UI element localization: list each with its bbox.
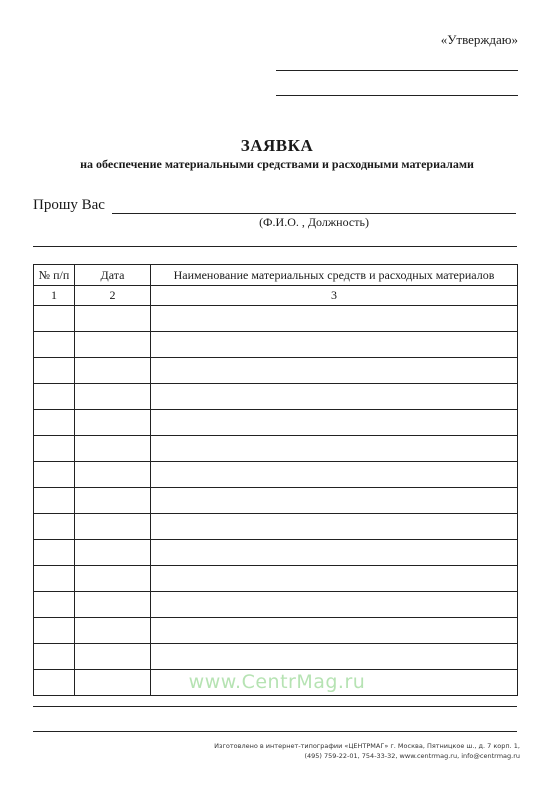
table-cell[interactable]	[34, 488, 75, 514]
approval-name-line	[276, 95, 518, 96]
table-cell[interactable]	[34, 592, 75, 618]
table-cell[interactable]	[34, 410, 75, 436]
table-cell[interactable]	[75, 306, 151, 332]
request-table	[33, 264, 518, 696]
column-number-2: 2	[75, 286, 151, 306]
approval-label: «Утверждаю»	[440, 32, 518, 47]
table-cell[interactable]	[151, 618, 518, 644]
table-cell[interactable]	[75, 618, 151, 644]
table-row[interactable]	[34, 410, 518, 436]
table-cell[interactable]	[75, 566, 151, 592]
table-row[interactable]	[34, 618, 518, 644]
table-row[interactable]	[34, 644, 518, 670]
table-cell[interactable]	[151, 436, 518, 462]
table-cell[interactable]	[151, 566, 518, 592]
table-cell[interactable]	[75, 514, 151, 540]
table-row[interactable]	[34, 384, 518, 410]
table-cell[interactable]	[75, 488, 151, 514]
footer-line-2: (495) 759-22-01, 754-33-32, www.centrmag.ru, info@centrmag.ru	[304, 752, 520, 760]
table-row[interactable]	[34, 358, 518, 384]
bottom-line-2	[33, 731, 517, 732]
table-cell[interactable]	[34, 436, 75, 462]
table-row[interactable]	[34, 566, 518, 592]
bottom-line-1	[33, 706, 517, 707]
table-cell[interactable]	[34, 514, 75, 540]
table-cell[interactable]	[151, 644, 518, 670]
table-cell[interactable]	[151, 540, 518, 566]
table-cell[interactable]	[34, 358, 75, 384]
table-cell[interactable]	[34, 644, 75, 670]
table-cell[interactable]	[34, 384, 75, 410]
table-cell[interactable]	[151, 592, 518, 618]
table-cell[interactable]	[75, 358, 151, 384]
table-row[interactable]	[34, 488, 518, 514]
table-cell[interactable]	[151, 358, 518, 384]
table-cell[interactable]	[151, 410, 518, 436]
table-cell[interactable]	[75, 592, 151, 618]
table-cell[interactable]	[75, 644, 151, 670]
table-cell[interactable]	[151, 332, 518, 358]
header-date: Дата	[75, 265, 151, 286]
table-cell[interactable]	[34, 332, 75, 358]
column-number-1: 1	[34, 286, 75, 306]
request-label: Прошу Вас	[33, 197, 105, 213]
fio-caption: (Ф.И.О. , Должность)	[259, 215, 369, 229]
table-cell[interactable]	[151, 306, 518, 332]
request-extra-line	[33, 246, 517, 247]
header-number: № п/п	[34, 265, 75, 286]
table-cell[interactable]	[75, 384, 151, 410]
document-title: ЗАЯВКА	[240, 136, 314, 155]
table-cell[interactable]	[151, 514, 518, 540]
table-cell[interactable]	[34, 618, 75, 644]
table-row[interactable]	[34, 332, 518, 358]
table-number-row	[34, 286, 518, 306]
table-cell[interactable]	[75, 410, 151, 436]
document-subtitle: на обеспечение материальными средствами и расходными материалами	[80, 157, 474, 171]
table-row[interactable]	[34, 306, 518, 332]
table-cell[interactable]	[75, 462, 151, 488]
table-row[interactable]	[34, 540, 518, 566]
table-cell[interactable]	[75, 332, 151, 358]
table-row[interactable]	[34, 592, 518, 618]
table-cell[interactable]	[34, 462, 75, 488]
table-cell[interactable]	[151, 462, 518, 488]
watermark: www.CentrMag.ru	[188, 671, 366, 693]
header-name: Наименование материальных средств и расходных материалов	[151, 265, 518, 286]
column-number-3: 3	[151, 286, 518, 306]
request-name-line	[112, 213, 516, 214]
table-header-row	[34, 265, 518, 286]
table-cell[interactable]	[151, 488, 518, 514]
table-row[interactable]	[34, 462, 518, 488]
table-cell[interactable]	[75, 436, 151, 462]
table-cell[interactable]	[75, 540, 151, 566]
approval-signature-line	[276, 70, 518, 71]
table-cell[interactable]	[151, 384, 518, 410]
table-row[interactable]	[34, 436, 518, 462]
footer-line-1: Изготовлено в интернет-типографии «ЦЕНТРМАГ» г. Москва, Пятницкое ш., д. 7 корп. 1,	[214, 742, 520, 750]
table-row[interactable]	[34, 514, 518, 540]
table-cell[interactable]	[34, 306, 75, 332]
table-cell[interactable]	[34, 566, 75, 592]
table-cell[interactable]	[34, 540, 75, 566]
